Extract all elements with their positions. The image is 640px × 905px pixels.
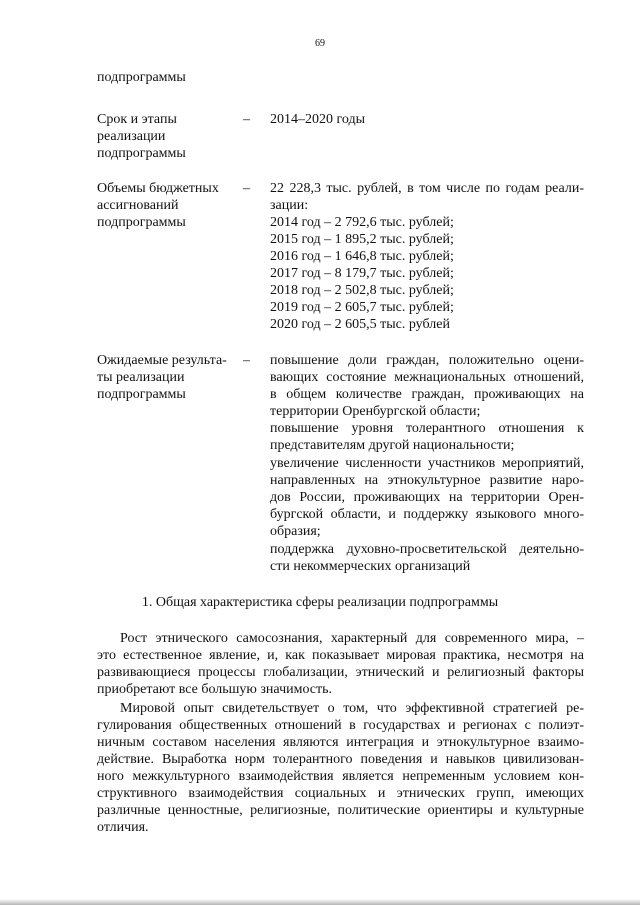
paragraph-line: это естественное явление, и, как показывает мировая практика, несмотря на [97,648,584,663]
row-value-line: 22 228,3 тыс. рублей, в том числе по годам реали- [270,181,584,196]
row-label-line: подпрограммы [97,146,186,161]
paragraph-line: приобретают все большую значимость. [97,682,333,697]
paragraph-line: гулирования общественных отношений в государствах и регионах с полиэт- [97,718,584,733]
row-label-line: Срок и этапы [97,112,177,127]
row-label-line: подпрограммы [97,215,186,230]
paragraph-line: Мировой опыт свидетельствует о том, что эффективной стратегией ре- [120,701,584,716]
paragraph-line: отличия. [97,820,149,835]
row-value-line: территории Оренбургской области; [270,404,481,419]
paragraph-line: развивающиеся процессы глобализации, этнический и религиозный факторы [97,665,584,680]
row-value-line: 2015 год – 1 895,2 тыс. рублей; [270,232,454,247]
row-value-line: представителям другой национальности; [270,438,515,453]
row-dash: – [243,112,250,127]
paragraph-line: действие. Выработка норм толерантного поведения и навыков цивилизован- [97,752,584,767]
row-value-line: повышение доли граждан, положительно оцени- [270,353,584,368]
row-value-line: 2019 год – 2 605,7 тыс. рублей; [270,300,454,315]
row-dash: – [243,181,250,196]
row-dash: – [243,353,250,368]
page-number: 69 [315,38,325,49]
row-value-line: повышение уровня толерантного отношения к [270,421,584,436]
paragraph-line: Рост этнического самосознания, характерный для современного мира, – [120,631,584,646]
row-value-line: бургской области, и поддержку языкового много- [270,507,584,522]
row-label-line: подпрограммы [97,387,186,402]
row-value-line: в общем количестве граждан, проживающих на [270,387,584,402]
row-value-line: 2020 год – 2 605,5 тыс. рублей [270,317,450,332]
row-value-line: образия; [270,524,321,539]
row-value-line: направленных на этнокультурное развитие наро- [270,473,584,488]
row-value-line: 2018 год – 2 502,8 тыс. рублей; [270,283,454,298]
row-label-line: Объемы бюджетных [97,181,219,196]
row-label-line: ассигнований [97,198,179,213]
row-label-line: реализации [97,129,166,144]
row-value-line: 2017 год – 8 179,7 тыс. рублей; [270,266,454,281]
row-label-line: ты реализации [97,370,185,385]
paragraph-line: структивного взаимодействия социальных и этнических групп, имеющих [97,786,584,801]
row-label-line: Ожидаемые результа- [97,353,227,368]
top-line: подпрограммы [97,70,186,85]
row-value-line: зации: [270,198,309,213]
row-value-line: 2016 год – 1 646,8 тыс. рублей; [270,249,454,264]
paragraph-line: различные ценностные, религиозные, политические ориентиры и культурные [97,803,584,818]
scan-edge [0,899,640,905]
row-value-line: дов России, проживающих на территории Орен- [270,490,584,505]
row-value-line: поддержка духовно-просветительской деятельно- [270,542,584,557]
row-value-line: 2014 год – 2 792,6 тыс. рублей; [270,215,454,230]
row-value-line: увеличение численности участников мероприятий, [270,456,584,471]
row-value-line: сти некоммерческих организаций [270,559,471,574]
row-value-line: 2014–2020 годы [270,112,366,127]
paragraph-line: ничным составом населения являются интеграция и этнокультурное взаимо- [97,735,584,750]
row-value-line: вающих состояние межнациональных отношений, [270,370,584,385]
paragraph-line: ного межкультурного взаимодействия является непременным условием кон- [97,769,584,784]
section-heading: 1. Общая характеристика сферы реализации подпрограммы [141,595,499,610]
